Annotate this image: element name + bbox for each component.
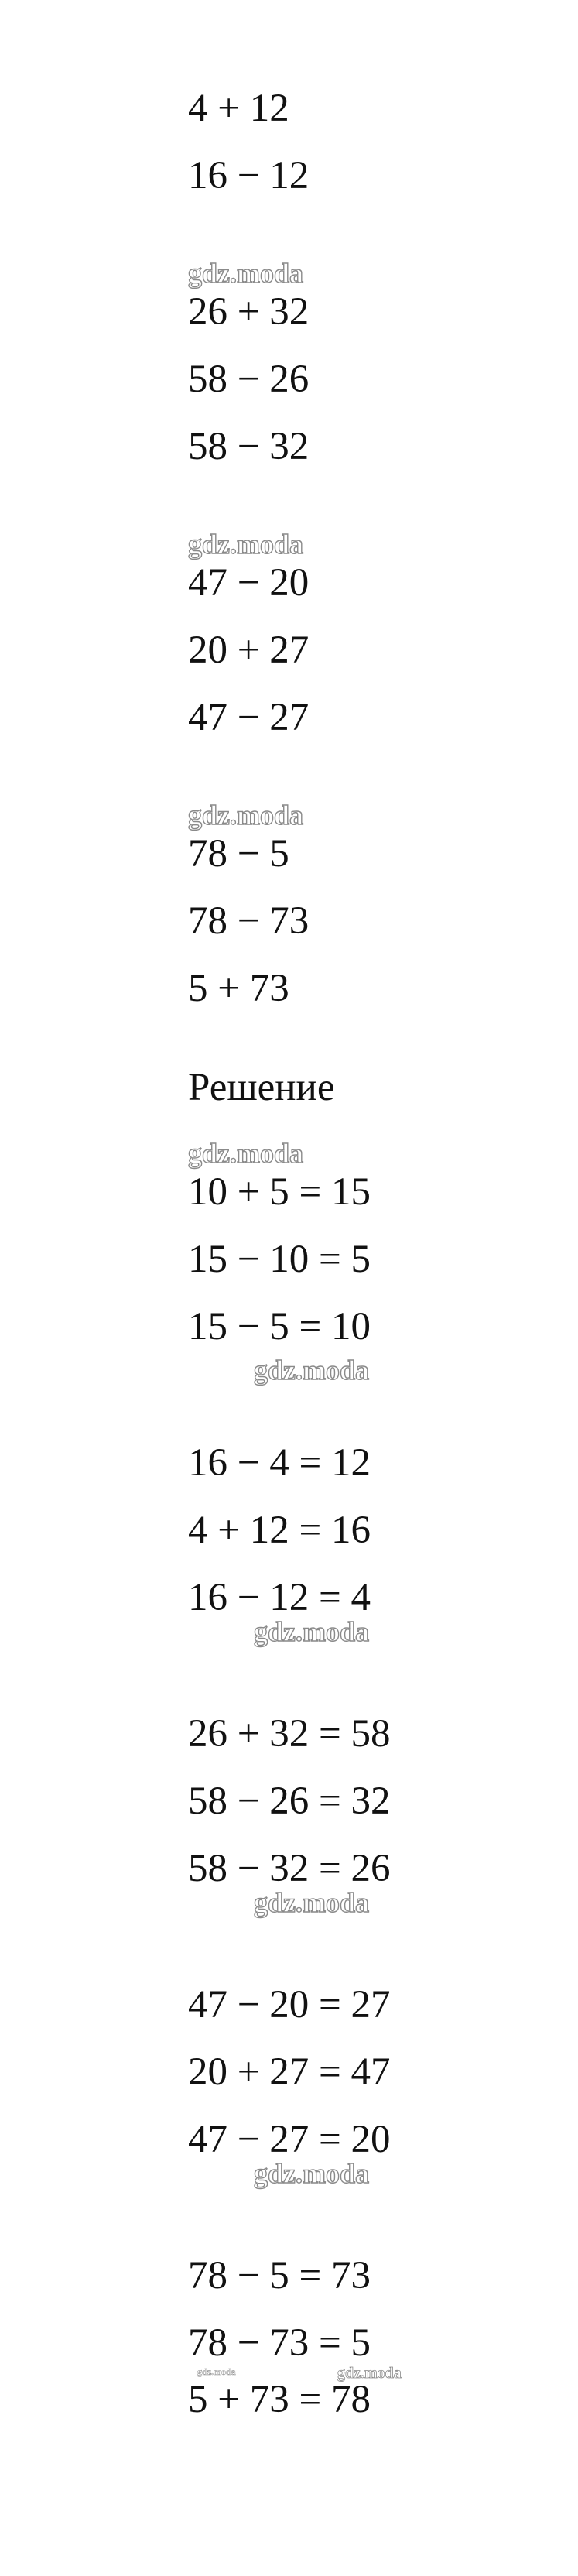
solution-line: 26 + 32 = 58 — [188, 1712, 391, 1756]
exercise-line: 47 − 27 — [188, 696, 310, 739]
watermark: gdz.moda — [254, 1355, 370, 1386]
solution-heading: Решение — [188, 1066, 335, 1109]
watermark: gdz.moda — [188, 1138, 304, 1169]
exercise-line: 47 − 20 — [188, 561, 310, 605]
solution-line: 15 − 5 = 10 — [188, 1305, 371, 1348]
solution-line: 47 − 20 = 27 — [188, 1983, 391, 2026]
solution-line: 4 + 12 = 16 — [188, 1509, 371, 1552]
watermark: gdz.moda — [197, 2366, 236, 2377]
watermark: gdz.moda — [254, 2158, 370, 2189]
solution-line: 78 − 5 = 73 — [188, 2254, 371, 2297]
solution-line: 20 + 27 = 47 — [188, 2050, 391, 2094]
solution-line: 47 − 27 = 20 — [188, 2118, 391, 2161]
exercise-line: 78 − 5 — [188, 832, 289, 875]
solution-line: 78 − 73 = 5 — [188, 2321, 371, 2365]
solution-line: 5 + 73 = 78 — [188, 2378, 371, 2421]
solution-line: 16 − 4 = 12 — [188, 1441, 371, 1485]
exercise-line: 20 + 27 — [188, 629, 310, 672]
watermark: gdz.moda — [337, 2365, 402, 2382]
exercise-line: 5 + 73 — [188, 967, 289, 1010]
exercise-line: 26 + 32 — [188, 290, 310, 334]
exercise-line: 16 − 12 — [188, 154, 310, 197]
exercise-line: 58 − 32 — [188, 425, 310, 468]
exercise-line: 4 + 12 — [188, 87, 289, 130]
solution-line: 58 − 26 = 32 — [188, 1780, 391, 1823]
exercise-line: 58 − 26 — [188, 358, 310, 401]
exercise-line: 78 − 73 — [188, 899, 310, 943]
watermark: gdz.moda — [254, 1616, 370, 1647]
solution-line: 10 + 5 = 15 — [188, 1170, 371, 1214]
watermark: gdz.moda — [188, 800, 304, 831]
solution-line: 15 − 10 = 5 — [188, 1238, 371, 1281]
watermark: gdz.moda — [254, 1887, 370, 1918]
watermark: gdz.moda — [188, 529, 304, 560]
solution-line: 58 − 32 = 26 — [188, 1847, 391, 1890]
solution-line: 16 − 12 = 4 — [188, 1576, 371, 1619]
watermark: gdz.moda — [188, 258, 304, 289]
